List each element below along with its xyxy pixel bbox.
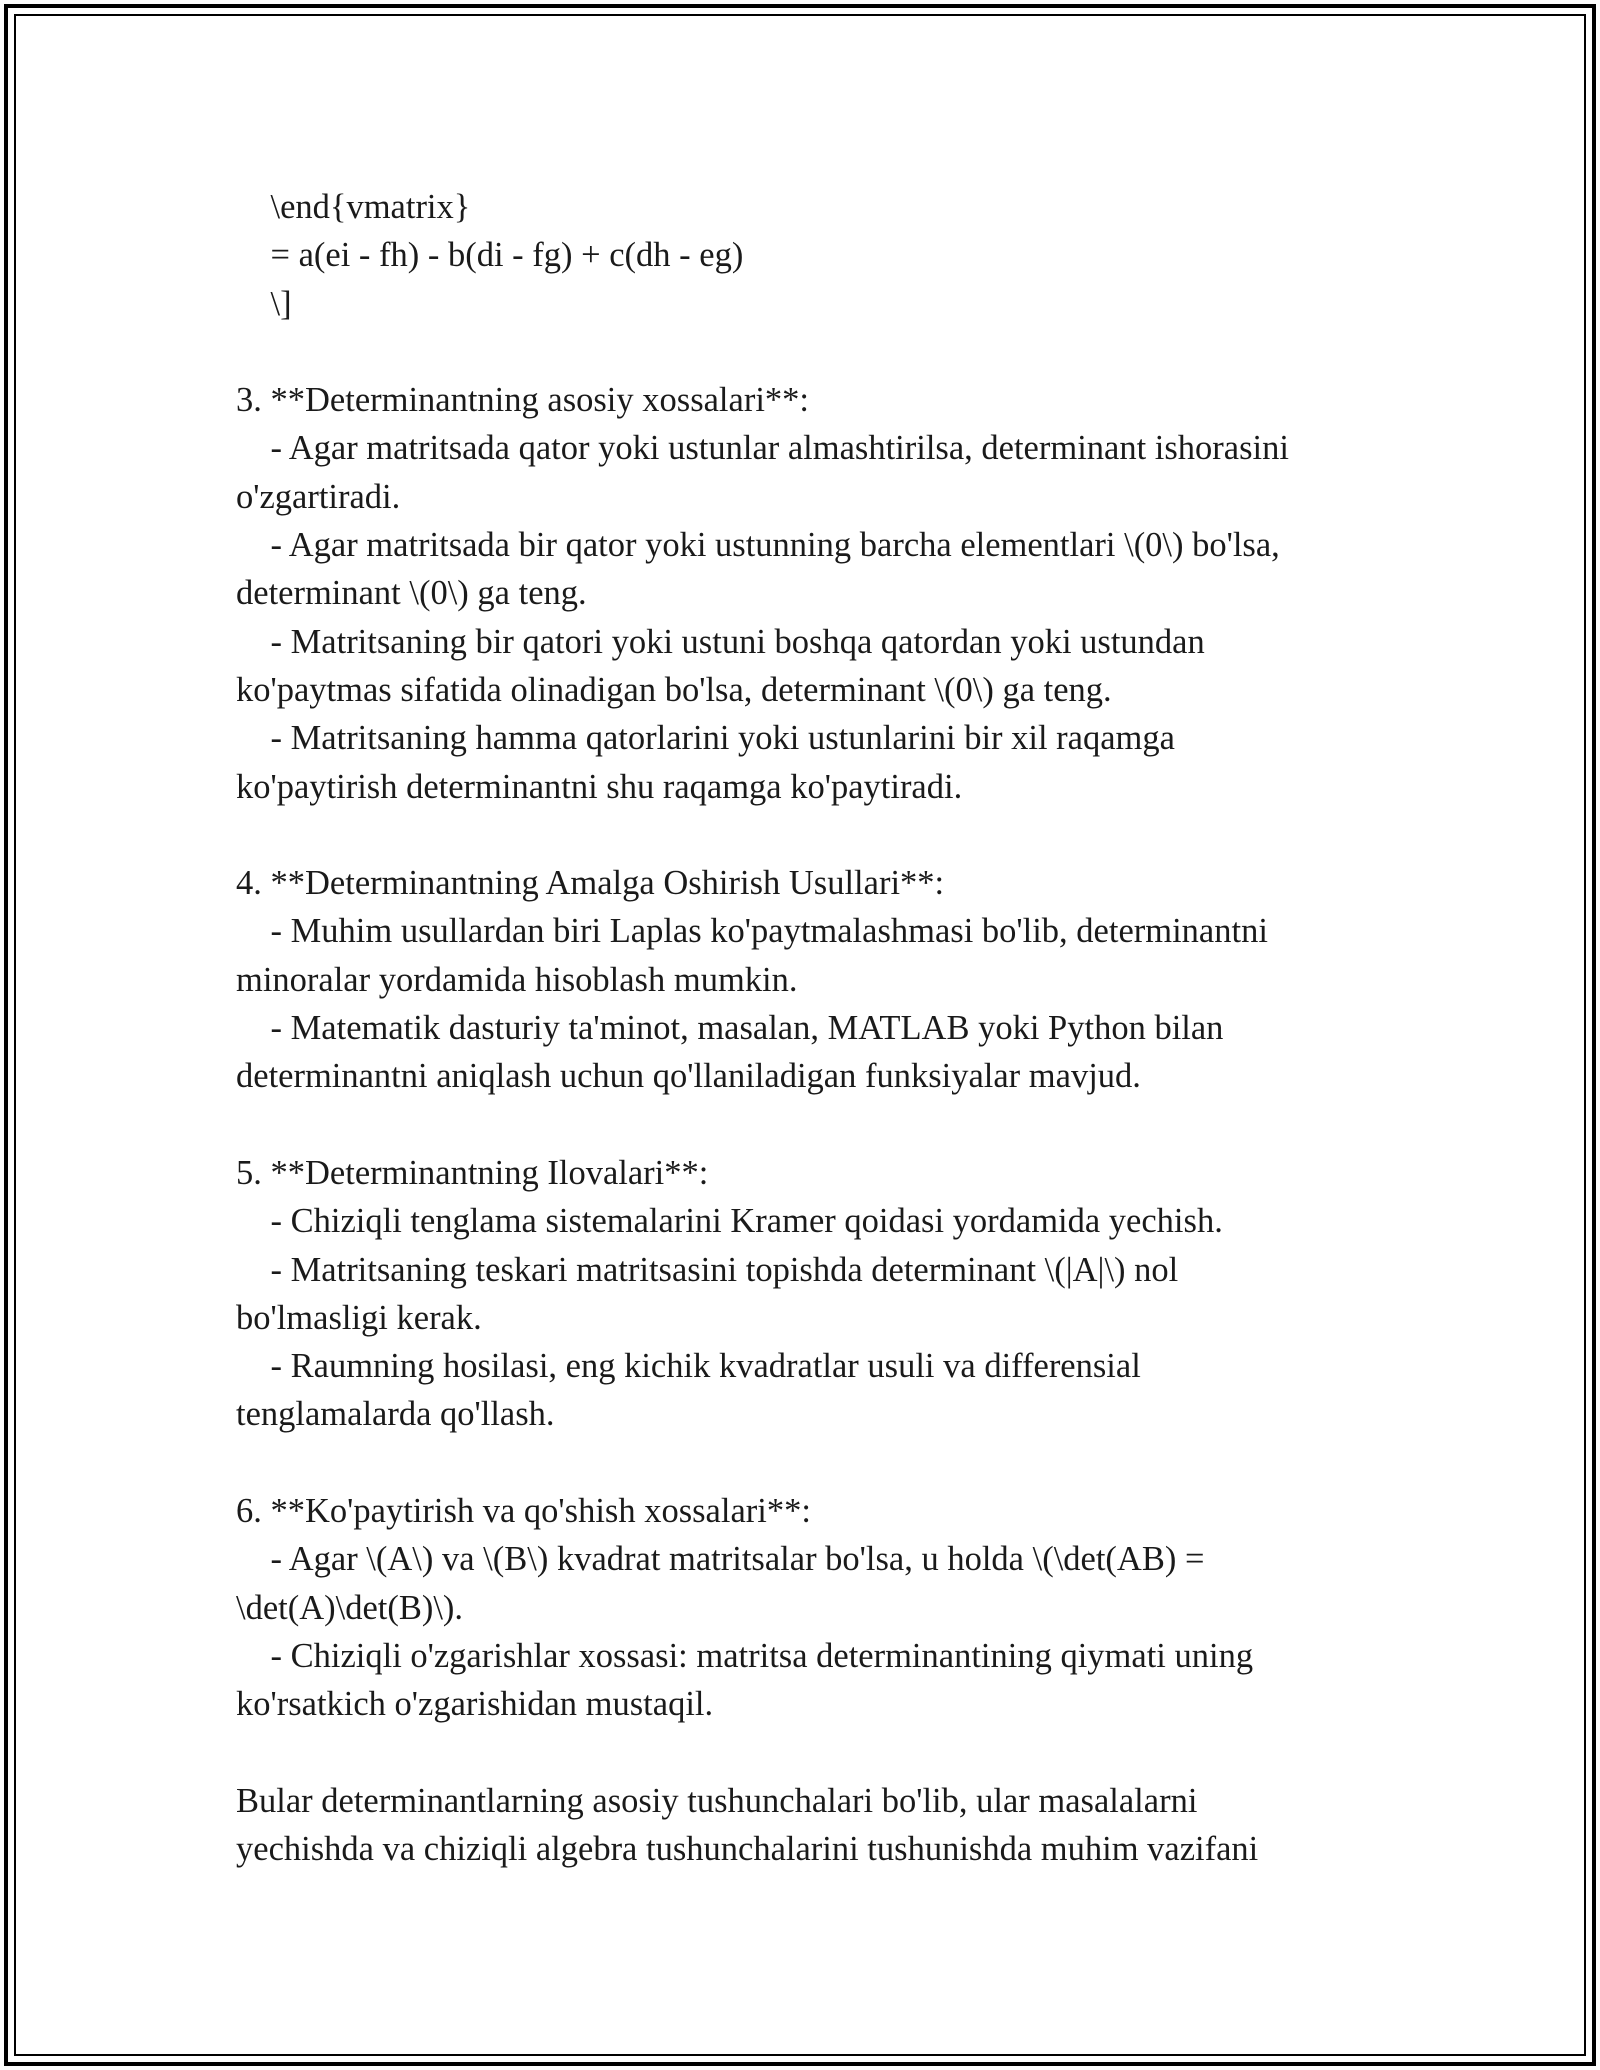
text-line: 5. **Determinantning Ilovalari**: [236, 1153, 709, 1192]
text-line: 4. **Determinantning Amalga Oshirish Usullari**: [236, 864, 945, 903]
text-line: ko'paytirish determinantni shu raqamga ko'paytiradi. [236, 767, 963, 806]
text-line: \det(A)\det(B)\). [236, 1588, 464, 1627]
text-line: o'zgartiradi. [236, 477, 401, 516]
text-line: ko'rsatkich o'zgarishidan mustaqil. [236, 1685, 714, 1724]
text-line: \] [236, 284, 292, 323]
text-line: - Agar matritsada bir qator yoki ustunning barcha elementlari \(0\) bo'lsa, [236, 526, 1280, 565]
text-line: - Matematik dasturiy ta'minot, masalan, MATLAB yoki Python bilan [236, 1009, 1224, 1048]
blank-line [236, 811, 1386, 859]
text-line: = a(ei - fh) - b(di - fg) + c(dh - eg) [236, 236, 744, 275]
text-line: - Agar matritsada qator yoki ustunlar almashtirilsa, determinant ishorasini [236, 429, 1289, 468]
text-line: - Raumning hosilasi, eng kichik kvadratlar usuli va differensial [236, 1347, 1141, 1386]
blank-line [236, 1729, 1386, 1777]
text-line: determinantni aniqlash uchun qo'llaniladigan funksiyalar mavjud. [236, 1057, 1141, 1096]
text-line: bo'lmasligi kerak. [236, 1298, 482, 1337]
text-line: - Matritsaning bir qatori yoki ustuni boshqa qatordan yoki ustundan [236, 622, 1205, 661]
text-line: - Matritsaning hamma qatorlarini yoki ustunlarini bir xil raqamga [236, 719, 1175, 758]
text-line: ko'paytmas sifatida olinadigan bo'lsa, determinant \(0\) ga teng. [236, 670, 1112, 709]
document-body [236, 183, 1386, 1873]
text-line: \end{vmatrix} [236, 188, 471, 226]
text-line: - Matritsaning teskari matritsasini topishda determinant \(|A|\) nol [236, 1250, 1179, 1289]
text-line: Bular determinantlarning asosiy tushunchalari bo'lib, ular masalalarni [236, 1781, 1198, 1820]
blank-line [236, 1101, 1386, 1149]
text-line: - Chiziqli o'zgarishlar xossasi: matritsa determinantining qiymati uning [236, 1636, 1254, 1675]
text-line: - Agar \(A\) va \(B\) kvadrat matritsalar bo'lsa, u holda \(\det(AB) = [236, 1540, 1205, 1579]
text-line: determinant \(0\) ga teng. [236, 574, 587, 613]
text-line: - Chiziqli tenglama sistemalarini Kramer qoidasi yordamida yechish. [236, 1202, 1223, 1241]
blank-line [236, 1439, 1386, 1487]
text-line: 6. **Ko'paytirish va qo'shish xossalari**: [236, 1492, 811, 1531]
blank-line [236, 328, 1386, 376]
text-line: minoralar yordamida hisoblash mumkin. [236, 960, 798, 999]
text-line: 3. **Determinantning asosiy xossalari**: [236, 381, 809, 420]
text-line: yechishda va chiziqli algebra tushunchalarini tushunishda muhim vazifani [236, 1830, 1259, 1869]
text-line: - Muhim usullardan biri Laplas ko'paytmalashmasi bo'lib, determinantni [236, 912, 1268, 951]
text-line: tenglamalarda qo'llash. [236, 1395, 555, 1434]
